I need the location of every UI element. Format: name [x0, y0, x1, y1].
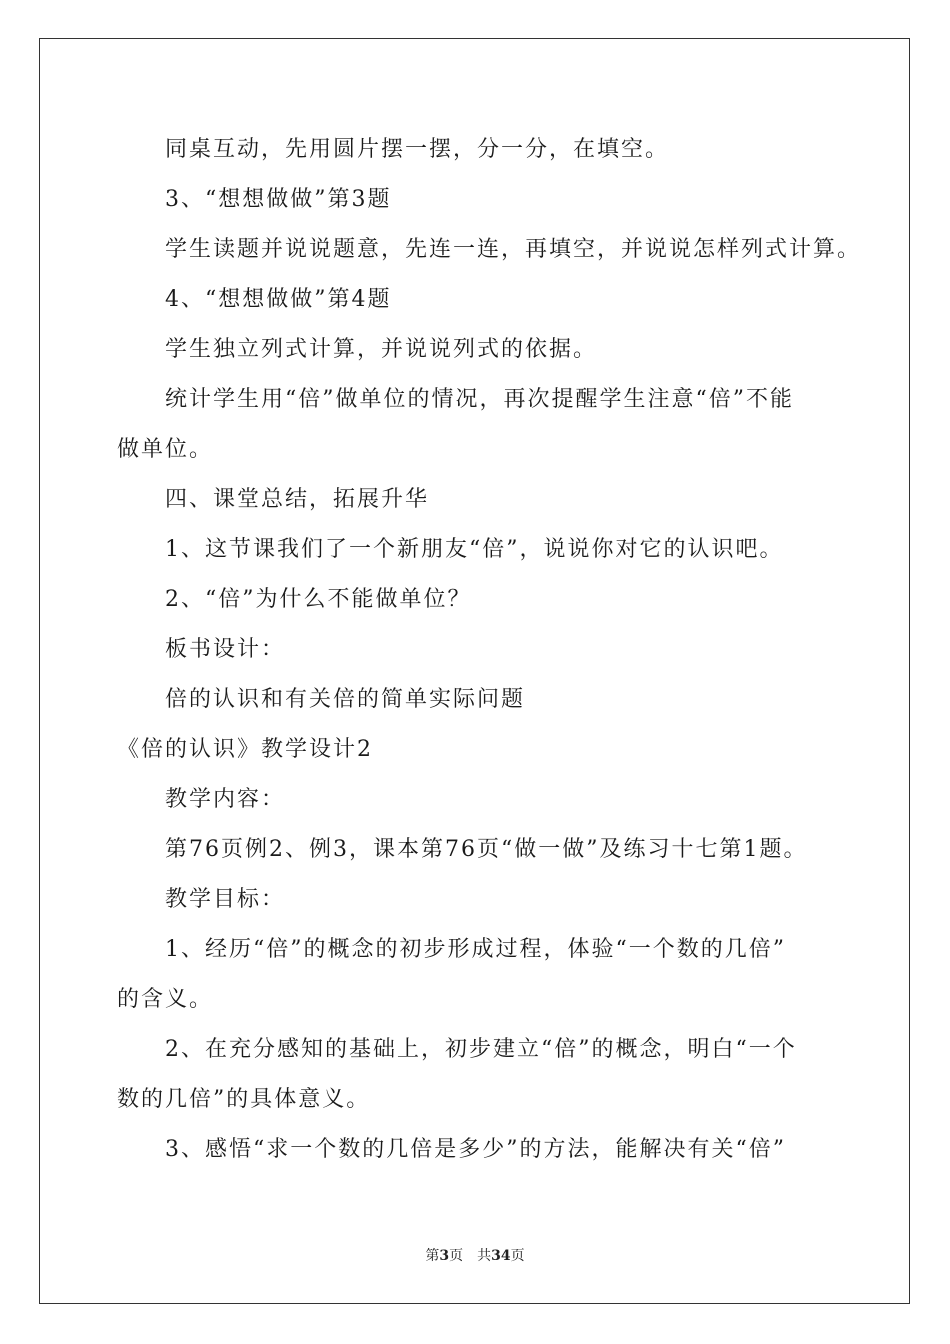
page-footer	[0, 1245, 950, 1265]
paragraph-line: 2、在充分感知的基础上，初步建立“倍”的概念，明白“一个	[165, 1037, 797, 1062]
paragraph-line: 同桌互动，先用圆片摆一摆，分一分，在填空。	[165, 137, 670, 162]
paragraph-line: 1、这节课我们了一个新朋友“倍”，说说你对它的认识吧。	[165, 537, 784, 562]
paragraph-line: 学生读题并说说题意，先连一连，再填空，并说说怎样列式计算。	[165, 237, 862, 262]
paragraph-line: 学生独立列式计算，并说说列式的依据。	[165, 337, 598, 362]
paragraph-line: 3、感悟“求一个数的几倍是多少”的方法，能解决有关“倍”	[165, 1137, 786, 1162]
current-page-number: 3	[439, 1248, 450, 1264]
footer-prefix: 第	[425, 1248, 440, 1264]
paragraph-line: 统计学生用“倍”做单位的情况，再次提醒学生注意“倍”不能	[165, 387, 794, 412]
section-heading: 四、课堂总结，拓展升华	[165, 487, 430, 512]
paragraph-line: 数的几倍”的具体意义。	[117, 1087, 371, 1112]
paragraph-line: 第76页例2、例3，课本第76页“做一做”及练习十七第1题。	[165, 837, 808, 862]
section-heading: 4、“想想做做”第4题	[165, 287, 392, 312]
paragraph-line: 板书设计：	[165, 637, 286, 662]
section-heading: 3、“想想做做”第3题	[165, 187, 392, 212]
footer-suffix: 页	[510, 1248, 525, 1264]
paragraph-line: 1、经历“倍”的概念的初步形成过程，体验“一个数的几倍”	[165, 937, 786, 962]
section-heading: 教学目标：	[165, 887, 286, 912]
total-page-count: 34	[491, 1248, 511, 1264]
document-title: 《倍的认识》教学设计2	[117, 737, 373, 762]
paragraph-line: 2、“倍”为什么不能做单位？	[165, 587, 472, 612]
paragraph-line: 的含义。	[117, 987, 214, 1012]
paragraph-line: 做单位。	[117, 437, 214, 462]
footer-mid: 页 共	[449, 1248, 492, 1264]
paragraph-line: 倍的认识和有关倍的简单实际问题	[165, 687, 526, 712]
section-heading: 教学内容：	[165, 787, 286, 812]
